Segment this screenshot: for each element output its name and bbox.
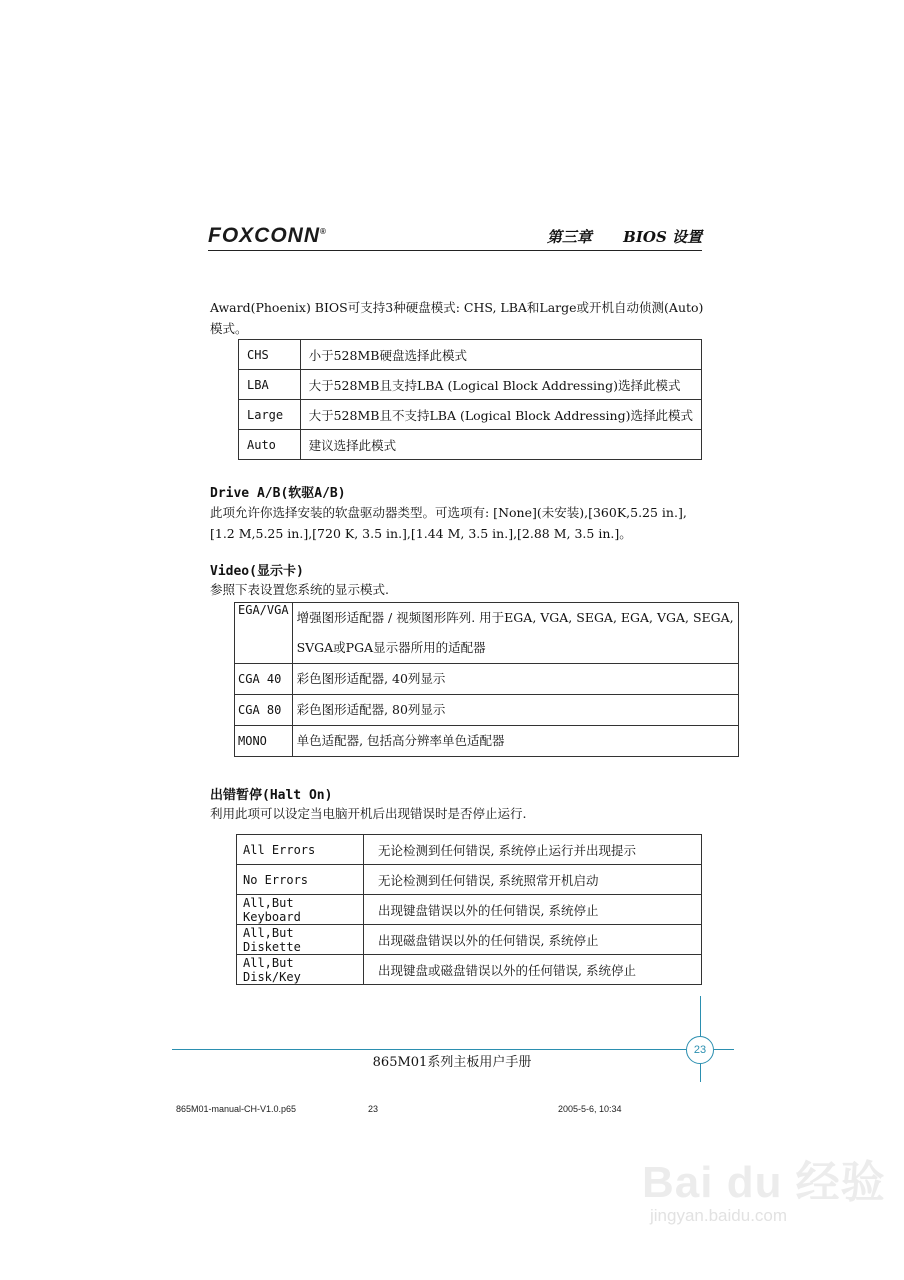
video-mode-desc-line: 彩色图形适配器, 80列显示 bbox=[296, 702, 446, 717]
halt-option-name: All,But Disk/Key bbox=[237, 955, 364, 985]
halt-option-desc: 出现磁盘错误以外的任何错误, 系统停止 bbox=[364, 925, 702, 955]
page-number-badge: 23 bbox=[686, 1036, 714, 1064]
manual-title: 865M01系列主板用户手册 bbox=[372, 1055, 532, 1070]
table-row bbox=[239, 400, 702, 430]
watermark-url: jingyan.baidu.com bbox=[650, 1206, 788, 1225]
baidu-jingyan-watermark-logo: Bai du 经验 bbox=[642, 1158, 886, 1207]
footer-rule-left bbox=[172, 1049, 686, 1050]
table-row bbox=[235, 726, 739, 757]
video-mode-desc bbox=[292, 695, 738, 726]
chapter-title: 第三章 BIOS 设置 bbox=[546, 228, 702, 246]
halt-option-desc: 无论检测到任何错误, 系统照常开机启动 bbox=[364, 865, 702, 895]
halt-option-name: All,But Keyboard bbox=[237, 895, 364, 925]
footer-rule-right bbox=[714, 1049, 734, 1050]
table-row bbox=[235, 664, 739, 695]
video-description: 参照下表设置您系统的显示模式. bbox=[210, 582, 389, 597]
drive-description: 此项允许你选择安装的软盘驱动器类型。可选项有: [None](未安装),[360K,5.25 in.],[1.2 M,5.25 in.],[720 K, 3.5 in.],[1.44 M, 3.5 in.],[2.88 M, 3.5 in.]。 bbox=[210, 505, 687, 541]
table-row bbox=[237, 925, 702, 955]
halt-option-desc: 出现键盘错误以外的任何错误, 系统停止 bbox=[364, 895, 702, 925]
video-mode-desc-line: 增强图形适配器 / 视频图形阵列. 用于EGA, VGA, SEGA, EGA, VGA, SEGA, bbox=[296, 610, 734, 625]
hdd-mode-table bbox=[238, 339, 702, 460]
footer-vline-top bbox=[700, 996, 701, 1036]
video-mode-desc-line: SVGA或PGA显示器所用的适配器 bbox=[296, 640, 486, 655]
table-row bbox=[235, 603, 739, 664]
header-divider bbox=[208, 250, 702, 251]
video-mode-desc bbox=[292, 603, 738, 664]
table-row bbox=[239, 370, 702, 400]
video-mode-name: EGA/VGA bbox=[235, 603, 293, 664]
video-mode-desc bbox=[292, 664, 738, 695]
video-mode-table bbox=[234, 602, 739, 757]
video-mode-name: CGA 40 bbox=[235, 664, 293, 695]
halt-option-desc: 无论检测到任何错误, 系统停止运行并出现提示 bbox=[364, 835, 702, 865]
hdd-mode-name: LBA bbox=[239, 370, 301, 400]
timestamp: 2005-5-6, 10:34 bbox=[558, 1104, 622, 1114]
foxconn-logo: FOXCONN® bbox=[208, 224, 327, 247]
hdd-mode-name: Auto bbox=[239, 430, 301, 460]
video-mode-name: MONO bbox=[235, 726, 293, 757]
halt-on-table bbox=[236, 834, 702, 985]
hdd-mode-name: CHS bbox=[239, 340, 301, 370]
halt-heading: 出错暂停(Halt On) bbox=[210, 788, 333, 803]
file-page: 23 bbox=[368, 1104, 379, 1114]
halt-description: 利用此项可以设定当电脑开机后出现错误时是否停止运行. bbox=[210, 806, 527, 821]
drive-heading: Drive A/B(软驱A/B) bbox=[210, 486, 346, 501]
video-mode-desc bbox=[292, 726, 738, 757]
table-row bbox=[237, 955, 702, 985]
table-row bbox=[237, 835, 702, 865]
table-row bbox=[237, 895, 702, 925]
halt-option-name: No Errors bbox=[237, 865, 364, 895]
table-row bbox=[239, 430, 702, 460]
hdd-mode-intro: Award(Phoenix) BIOS可支持3种硬盘模式: CHS, LBA和Large或开机自动侦测(Auto)模式。 bbox=[210, 300, 704, 336]
file-name: 865M01-manual-CH-V1.0.p65 bbox=[176, 1104, 297, 1114]
hdd-mode-desc: 小于528MB硬盘选择此模式 bbox=[300, 340, 701, 370]
hdd-mode-name: Large bbox=[239, 400, 301, 430]
halt-option-name: All,But Diskette bbox=[237, 925, 364, 955]
hdd-mode-desc: 建议选择此模式 bbox=[300, 430, 701, 460]
video-mode-desc-line: 彩色图形适配器, 40列显示 bbox=[296, 671, 446, 686]
halt-option-desc: 出现键盘或磁盘错误以外的任何错误, 系统停止 bbox=[364, 955, 702, 985]
hdd-mode-desc: 大于528MB且支持LBA (Logical Block Addressing)选择此模式 bbox=[300, 370, 701, 400]
table-row bbox=[237, 865, 702, 895]
hdd-mode-desc: 大于528MB且不支持LBA (Logical Block Addressing)选择此模式 bbox=[300, 400, 701, 430]
halt-option-name: All Errors bbox=[237, 835, 364, 865]
video-mode-desc-line: 单色适配器, 包括高分辨率单色适配器 bbox=[296, 733, 505, 748]
video-mode-name: CGA 80 bbox=[235, 695, 293, 726]
table-row bbox=[235, 695, 739, 726]
table-row bbox=[239, 340, 702, 370]
footer-vline-bottom bbox=[700, 1064, 701, 1082]
video-heading: Video(显示卡) bbox=[210, 564, 304, 579]
